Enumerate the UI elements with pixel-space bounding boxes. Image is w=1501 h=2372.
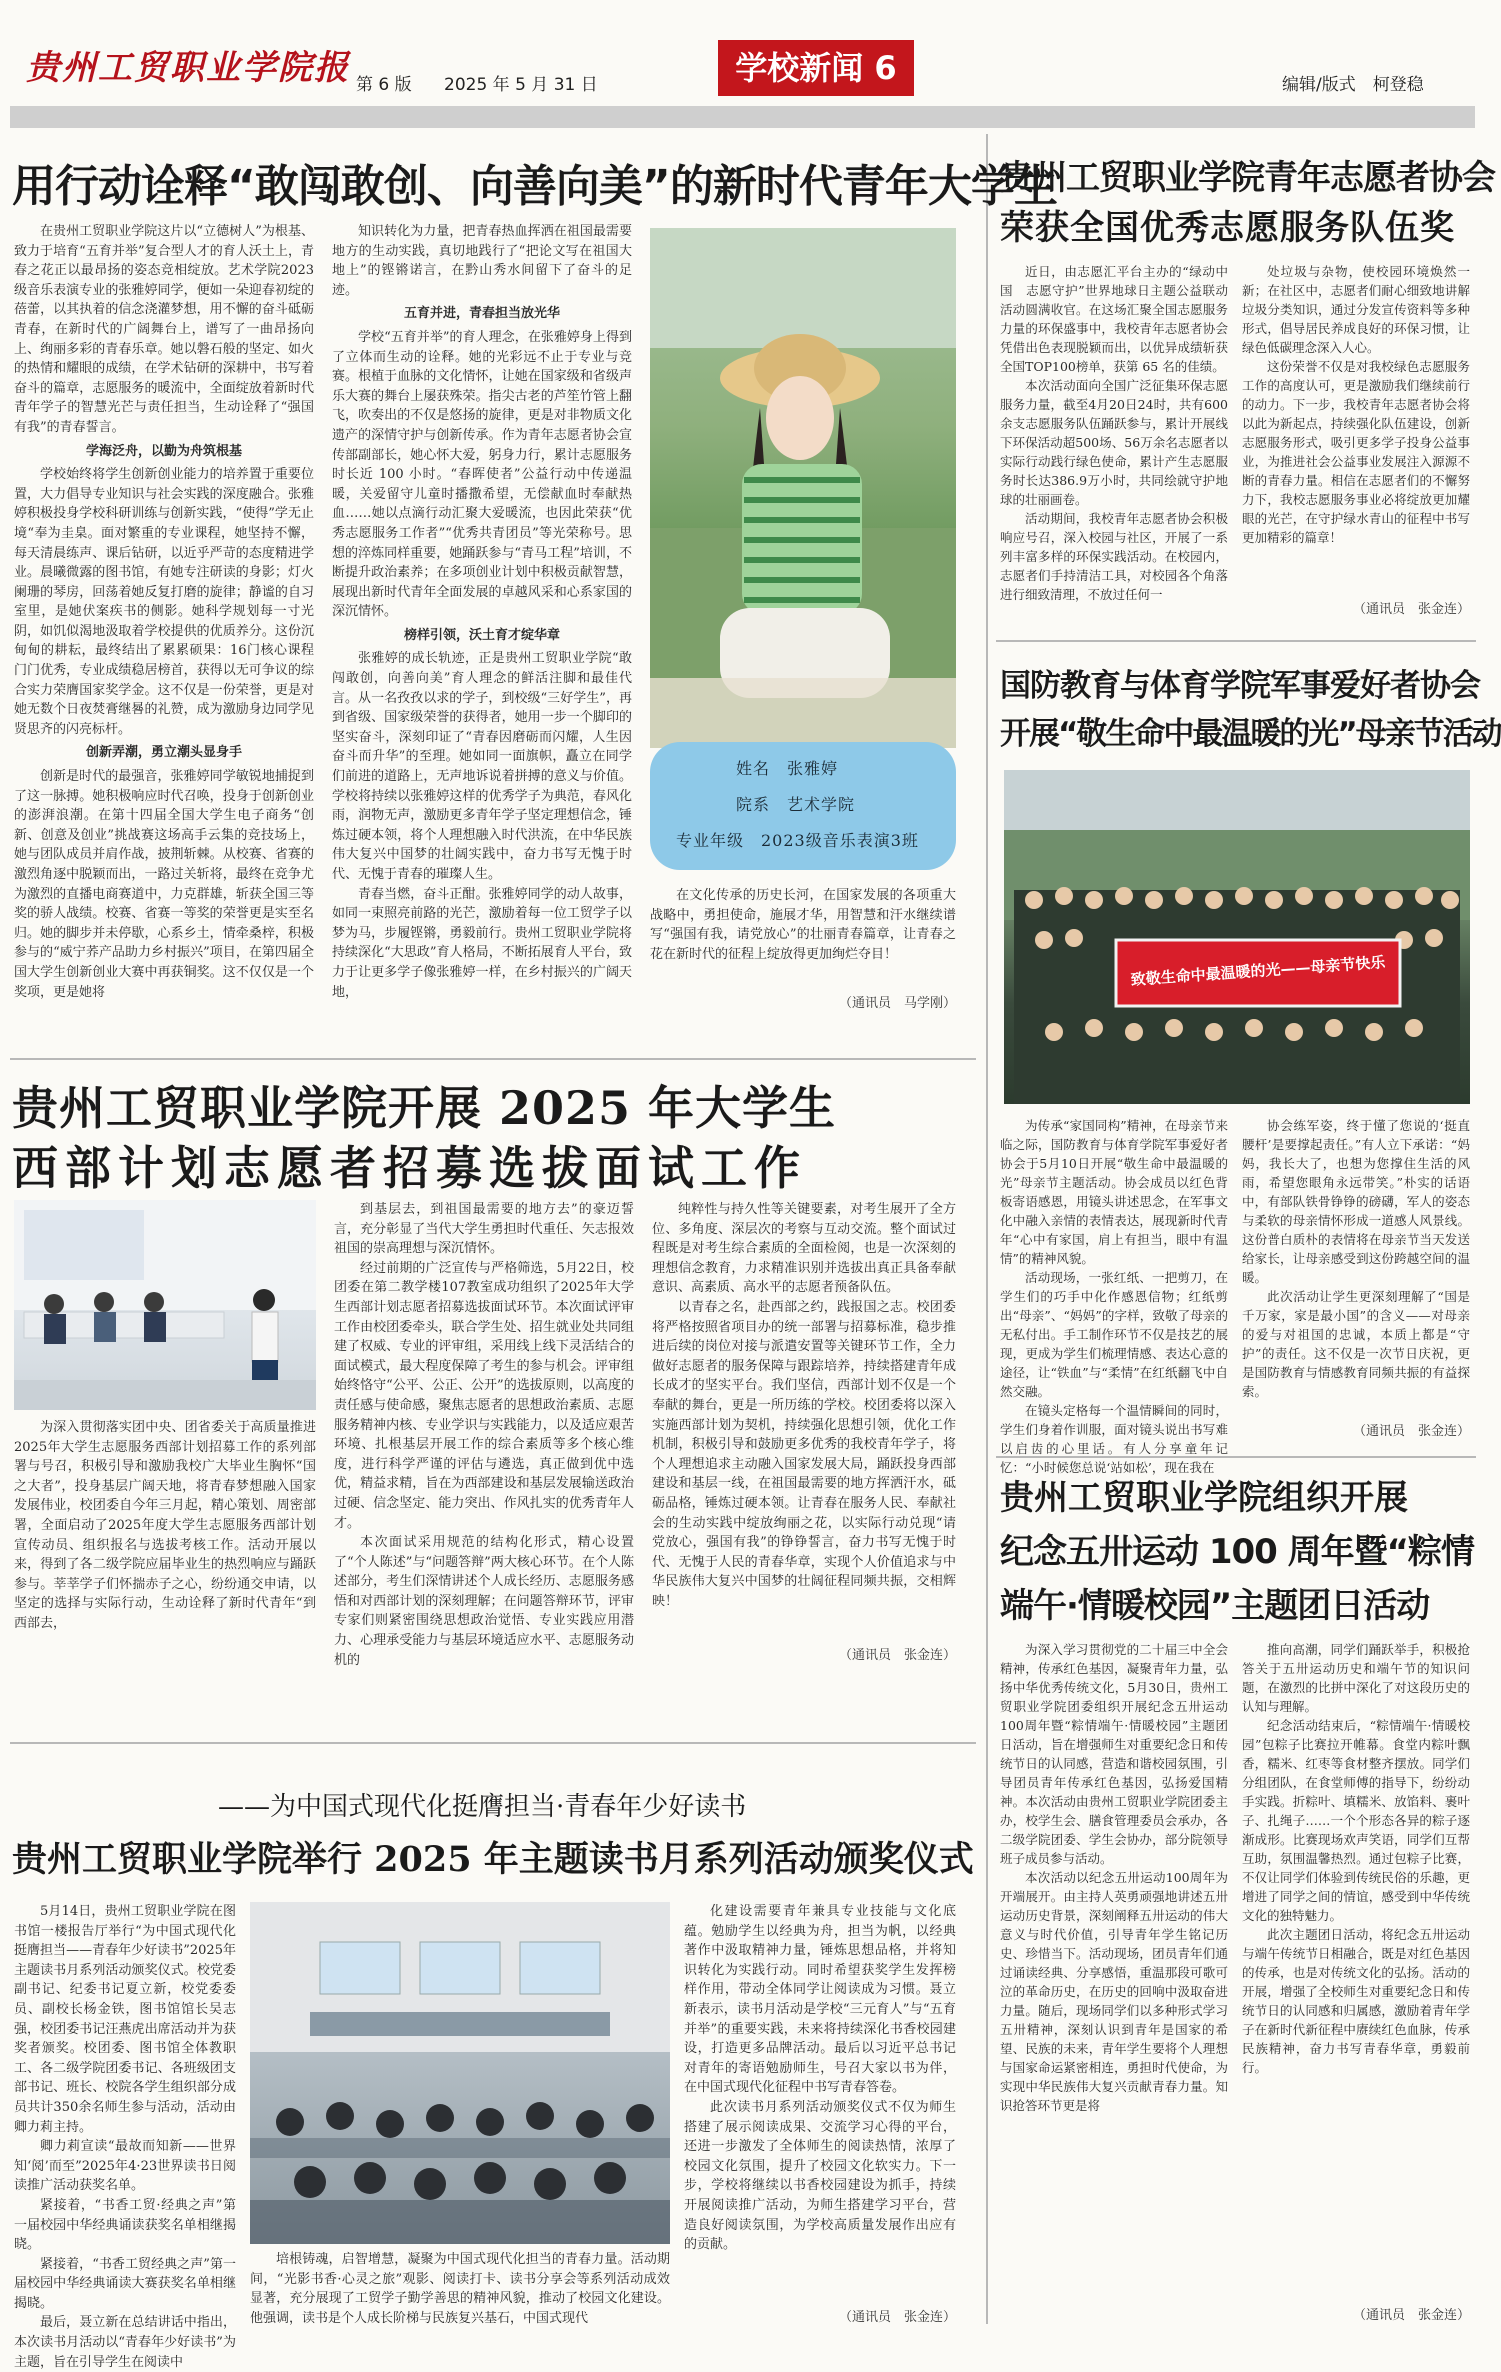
masthead [0, 0, 1485, 100]
article5-title-line1: 贵州工贸职业学院组织开展 [1000, 1478, 1408, 1518]
article1-col1 [14, 222, 314, 1038]
masthead-rule [10, 106, 1475, 128]
paragraph: 为深入学习贯彻党的二十届三中全会精神，传承红色基因，凝聚青年力量，弘扬中华优秀传统文化，5月30日，贵州工贸职业学院团委组织开展纪念五卅运动100周年暨“粽情端午·情暖校园”主题团日活动，旨在增强师生对重要纪念日和传统节日的认同感，营造和谐校园氛围，引导团员青年传承红色基因，弘扬爱国精神。本次活动由贵州工贸职业学院团委主办，校学生会、膳食管理委员会承办，各二级学院团委、学生会协办，部分院领导班子成员参与活动。 [1000, 1642, 1228, 1866]
article1-col2 [332, 222, 632, 1038]
paragraph: 化建设需要青年兼具专业技能与文化底蕴。勉励学生以经典为舟，担当为帆，以经典著作中汲取精神力量，锤炼思想品格，并将知识转化为实践行动。同时希望获奖学生发挥榜样作用，带动全体同学让阅读成为习惯。聂立新表示，读书月活动是学校“三元育人”与“五育并举”的重要实践，未来将持续深化书香校园建设，打造更多品牌活动。最后以习近平总书记对青年的寄语勉励师生，号召大家以书为伴，在中国式现代化征程中书写青春答卷。 [684, 1904, 956, 2096]
paragraph: 此次读书月系列活动颁奖仪式不仅为师生搭建了展示阅读成果、交流学习心得的平台，还进一步激发了全体师生的阅读热情，浓厚了校园文化氛围，提升了校园文化软实力。下一步，学校将继续以书香校园建设为抓手，持续开展阅读推广活动，为师生搭建学习平台，营造良好阅读氛围，为学校高质量发展作出应有的贡献。 [684, 2099, 956, 2253]
article6-byline: （通讯员 张金连） [838, 2310, 956, 2325]
paragraph: 培根铸魂，启智增慧，凝聚为中国式现代化担当的青春力量。活动期间，“光影书香·心灵之旅”观影、阅读打卡、读书分享会等系列活动成效显著，充分展现了工贸学子勤学善思的精神风貌，推动了校园文化建设。他强调，读书是个人成长阶梯与民族复兴基石，中国式现代 [250, 2252, 670, 2326]
interview-photo [14, 1200, 316, 1410]
paragraph: 知识转化为力量，把青春热血挥洒在祖国最需要地方的生动实践，真切地践行了“把论文写在祖国大地上”的铿锵诺言，在黔山秀水间留下了奋斗的足迹。 [332, 224, 632, 298]
editor-credit: 编辑/版式 柯登稳 [1282, 75, 1424, 95]
paragraph: 活动现场，一张红纸、一把剪刀，在学生们的巧手中化作感恩信物；红纸剪出“母亲”、“妈妈”的字样，致敬了母亲的无私付出。手工制作环节不仅是技艺的展现，更成为学生们梳理情感、表达心意的途径，让“铁血”与“柔情”在红纸翻飞中自然交融。 [1000, 1270, 1228, 1399]
article2-title-line1: 贵州工贸职业学院青年志愿者协会 [1000, 158, 1495, 198]
article3-col1 [1000, 1116, 1228, 1475]
paragraph: 卿力莉宣读“最故而知新——世界知‘阅’而至”2025年4·23世界读书日阅读推广活动获奖名单。 [14, 2139, 236, 2194]
article4-col1 [14, 1418, 316, 1656]
article5-title-line3: 端午·情暖校园”主题团日活动 [1000, 1586, 1430, 1626]
paragraph: 青春当燃，奋斗正酣。张雅婷同学的动人故事，如同一束照亮前路的光芒，激励着每一位工贸学子以梦为马，步履铿锵，勇毅前行。贵州工贸职业学院将持续深化“大思政”育人格局，不断拓展育人平台，致力于让更多学子像张雅婷一样，在乡村振兴的广阔天地， [332, 886, 632, 1000]
edition-number: 第 6 版 [356, 75, 412, 95]
paragraph: 在文化传承的历史长河，在国家发展的各项重大战略中，勇担使命，施展才华，用智慧和汗水继续谱写“强国有我，请党放心”的壮丽青春篇章，让青春之花在新时代的征程上绽放得更加绚烂夺目！ [650, 888, 956, 962]
paragraph: 本次面试采用规范的结构化形式，精心设置了“个人陈述”与“问题答辩”两大核心环节。在个人陈述部分，考生们深情讲述个人成长经历、志愿服务感悟和对西部计划的深刻理解；在问题答辩环节，评审专家们则紧密围绕思想政治觉悟、专业实践应用潜力、心理承受能力与基层环境适应水平、志愿服务动机的 [334, 1535, 634, 1668]
paragraph: 在镜头定格每一个温情瞬间的同时，学生们身着作训服，面对镜头说出书写难以启齿的心里话。有人分享童年记忆：“小时候您总说‘站如松’，现在我在 [1000, 1403, 1228, 1475]
paragraph: 紧接着，“书香工贸·经典之声”第一届校园中华经典诵读获奖名单相继揭晓。 [14, 2197, 236, 2253]
student-major: 专业年级 2023级音乐表演3班 [676, 831, 919, 850]
article6-kicker: ——为中国式现代化挺膺担当·青春年少好读书 [218, 1792, 747, 1822]
paragraph: 活动期间，我校青年志愿者协会积极响应号召，深入校园与社区，开展了一系列丰富多样的环保实践活动。在校园内，志愿者们手持清洁工具，对校园各个角落进行细致清理，不放过任何一 [1000, 511, 1228, 602]
paragraph: 经过前期的广泛宣传与严格筛选，5月22日，校团委在第二教学楼107教室成功组织了2025年大学生西部计划志愿者招募选拔面试环节。本次面试评审工作由校团委牵头，联合学生处、招生就业处共同组建了权威、专业的评审组，采用线上线下灵活结合的面试模式，最大程度保障了考生的参与机会。评审组始终恪守“公平、公正、公开”的选拔原则，以高度的责任感与使命感，聚焦志愿者的思想政治素质、志愿服务精神内核、专业学识与实践能力，以及适应艰苦环境、扎根基层开展工作的综合素质等多个核心维度，进行科学严谨的评估与遴选，真正做到优中选优，精益求精，旨在为西部建设和基层发展输送政治过硬、信念坚定、能力突出、作风扎实的优秀青年人才。 [334, 1260, 634, 1531]
paragraph: 为深入贯彻落实团中央、团省委关于高质量推进2025年大学生志愿服务西部计划招募工作的系列部署与号召，积极引导和激励我校广大毕业生胸怀“国之大者”，投身基层广阔天地，将青春梦想融入国家发展伟业，校团委自今年三月起，精心策划、周密部署，全面启动了2025年度大学生志愿服务西部计划宣传动员、组织报名与选拔考核工作。活动开展以来，得到了各二级学院应届毕业生的热烈响应与踊跃参与。莘莘学子们怀揣赤子之心，纷纷通交申请，以坚定的选择与实际行动，生动诠释了新时代青年“到西部去， [14, 1420, 316, 1631]
article2-byline: （通讯员 张金连） [1352, 602, 1470, 617]
divider [996, 1456, 1476, 1458]
article5-col1 [1000, 1640, 1228, 2322]
article1-title: 用行动诠释“敢闯敢创、向善向美”的新时代青年大学生 [12, 161, 1057, 212]
student-department: 院系 艺术学院 [736, 795, 856, 814]
paragraph: 为传承“家国同构”精神，在母亲节来临之际，国防教育与体育学院军事爱好者协会于5月10日开展“敬生命中最温暖的光”母亲节主题活动。协会成员以红色背板寄语感恩，用镜头讲述思念，在军事文化中融入亲情的表情表达，展现新时代青年“心中有家国，肩上有担当，眼中有温情”的精神风貌。 [1000, 1118, 1228, 1266]
paper-logo: 贵州工贸职业学院报 [26, 48, 350, 88]
army-group-photo [1004, 770, 1470, 1104]
paragraph: 张雅婷的成长轨迹，正是贵州工贸职业学院“敢闯敢创，向善向美”育人理念的鲜活注脚和最佳代言。从一名孜孜以求的学子，到校级“三好学生”，再到省级、国家级荣誉的获得者，她用一步一个脚印的坚实奋斗，深刻印证了“青春因磨砺而闪耀，人生因奋斗而升华”的至理。她如同一面旗帜，矗立在同学们前进的道路上，无声地诉说着拼搏的意义与价值。学校将持续以张雅婷这样的优秀学子为典范，春风化雨，润物无声，激励更多青年学子坚定理想信念，锤炼过硬本领，将个人理想融入时代洪流，在中华民族伟大复兴中国梦的壮阔实践中，奋力书写无愧于时代、无愧于青春的璀璨人生。 [332, 651, 632, 882]
ceremony-hall-photo [250, 1902, 670, 2244]
section-tag: 学校新闻 6 [718, 40, 914, 96]
student-info-card [650, 742, 956, 870]
article6-col1 [14, 1902, 236, 2370]
paragraph: 创新是时代的最强音，张雅婷同学敏锐地捕捉到了这一脉搏。她积极响应时代召唤，投身于创新创业的澎湃浪潮。在第十四届全国大学生电子商务“创新、创意及创业”挑战赛这场高手云集的竞技场上，她与团队成员并肩作战，披荆斩棘。从校赛、省赛的激烈角逐中脱颖而出，一路过关斩将，最终在竞争尤为激烈的直播电商赛道中，力克群雄，斩获全国三等奖的骄人战绩。校赛、省赛一等奖的荣誉更是实至名归。她的脚步并未停歇，心系乡土，情牵桑梓，积极参与的“威宁荞产品助力乡村振兴”项目，在第四届全国大学生创新创业大赛中再获铜奖。这不仅仅是一个奖项，更是她将 [14, 769, 314, 1000]
paragraph: 此次活动让学生更深刻理解了“国是千万家，家是最小国”的含义——对母亲的爱与对祖国的忠诚，本质上都是“守护”的责任。这不仅是一次节日庆祝，更是国防教育与情感教育同频共振的有益探索。 [1242, 1289, 1470, 1399]
divider [10, 1742, 976, 1744]
article4-byline: （通讯员 张金连） [838, 1648, 956, 1663]
column-divider [986, 134, 988, 2324]
article1-byline: （通讯员 马学刚） [838, 996, 956, 1011]
article6-col3 [684, 1902, 956, 2302]
ceremony-scene [250, 1902, 670, 2244]
subheading: 创新弄潮，勇立潮头显身手 [85, 745, 242, 761]
paragraph: 学校始终将学生创新创业能力的培养置于重要位置，大力倡导专业知识与社会实践的深度融合。张雅婷积极投身学校科研训练与创新实践，“使得”学无止境“奉为圭臬。面对繁重的专业课程，她坚持不懈，每天清晨练声、课后钻研，以近乎严苛的态度精进学业。晨曦微露的图书馆，有她专注研读的身影；灯火阑珊的琴房，回荡着她反复打磨的旋律；静谧的自习室里，是她伏案疾书的侧影。她科学规划每一寸光阴，如饥似渴地汲取着学校提供的优质养分。这份沉甸甸的耕耘，最终结出了累累硕果：16门核心课程门门优秀，专业成绩稳居榜首，获得以无可争议的综合实力荣膺国家奖学金。这不仅是一份荣誉，更是对她无数个日夜焚膏继晷的礼赞，成为激励身边同学见贤思齐的闪亮标杆。 [14, 467, 314, 737]
subheading: 学海泛舟，以勤为舟筑根基 [85, 443, 242, 459]
article4-col2 [334, 1200, 634, 1668]
student-name: 姓名 张雅婷 [736, 759, 839, 778]
student-photo [650, 228, 956, 748]
paragraph: 协会练军姿，终于懂了您说的‘挺直腰杆’是要撑起责任。”有人立下承诺：“妈妈，我长大了，也想为您撑住生活的风雨，希望您眼角永远带笑。”朴实的话语中，有部队铁骨铮铮的磅礴，军人的姿态与柔软的母亲情怀形成一道感人风景线。这份普白质朴的表情将在母亲节当天发送给家长，让母亲感受到这份跨越空间的温暖。 [1242, 1118, 1470, 1285]
article5-title-line2: 纪念五卅运动 100 周年暨“粽情 [1000, 1532, 1474, 1572]
paragraph: 学校“五育并举”的育人理念，在张雅婷身上得到了立体而生动的诠释。她的光彩远不止于专业与竞赛。根植于血脉的文化情怀，让她在国家级和省级声乐大赛的舞台上屡获殊荣。指尖古老的芦笙竹管上翻飞，吹奏出的不仅是悠扬的旋律，更是对非物质文化遗产的深情守护与创新传承。作为青年志愿者协会宣传部副部长，她心怀大爱，躬身力行，累计志愿服务时长近 100 小时。“春晖使者”公益行动中传递温暖，关爱留守儿童时播撒希望，无偿献血时奉献热血……她以点滴行动汇聚大爱暖流，也因此荣获“优秀志愿服务工作者”“优秀共青团员”等光荣称号。思想的淬炼同样重要，她踊跃参与“青马工程”培训，不断提升政治素养；在多项创业计划中积极贡献智慧，展现出新时代青年全面发展的卓越风采和心系家国的深沉情怀。 [332, 329, 632, 620]
article4-title-line1: 贵州工贸职业学院开展 2025 年大学生 [12, 1081, 837, 1135]
paragraph: 近日，由志愿汇平台主办的“绿动中国 志愿守护”世界地球日主题公益联动活动圆满收官。在这场汇聚全国志愿服务力量的环保盛事中，我校青年志愿者协会凭借出色表现脱颖而出，以优异成绩斩获全国TOP100榜单，获第 65 名的佳绩。 [1000, 264, 1228, 374]
paragraph: 此次主题团日活动，将纪念五卅运动与端午传统节日相融合，既是对红色基因的传承，也是对传统文化的弘扬。活动的开展，增强了全校师生对重要纪念日和传统节日的认同感和归属感，激励着青年学子在新时代新征程中赓续红色血脉，传承民族精神，奋力书写青春华章，勇毅前行。 [1242, 1927, 1470, 2075]
article6-title: 贵州工贸职业学院举行 2025 年主题读书月系列活动颁奖仪式 [12, 1839, 974, 1880]
article2-col1 [1000, 262, 1228, 602]
article1-col3 [650, 886, 956, 966]
subheading: 五育并进，青春担当放光华 [403, 306, 560, 322]
article3-title-line1: 国防教育与体育学院军事爱好者协会 [1000, 668, 1480, 704]
paragraph: 最后，聂立新在总结讲话中指出，本次读书月活动以“青春年少好读书”为主题，旨在引导学生在阅读中 [14, 2315, 236, 2370]
article6-col2 [250, 2250, 670, 2326]
article5-col2 [1242, 1640, 1470, 2294]
paragraph: 这份荣誉不仅是对我校绿色志愿服务工作的高度认可，更是激励我们继续前行的动力。下一步，我校青年志愿者协会将以此为新起点，持续强化队伍建设，创新志愿服务形式，吸引更多学子投身公益事业，为推进社会公益事业发展注入源源不断的青春力量。相信在志愿者们的不懈努力下，我校志愿服务事业必将绽放更加耀眼的光芒，在守护绿水青山的征程中书写更加精彩的篇章！ [1242, 359, 1470, 545]
army-banner-text: 致敬生命中最温暖的光——母亲节快乐 [1130, 953, 1386, 989]
paragraph: 本次活动以纪念五卅运动100周年为开端展开。由主持人英勇顽强地讲述五卅运动历史背景，深刻阐释五卅运动的伟大意义与时代价值，引导青年学生铭记历史、珍惜当下。活动现场，团员青年们通过诵读经典、分享感悟，重温那段可歌可泣的革命历史，在历史的回响中汲取奋进力量。随后，现场同学们以多种形式学习五卅精神，深刻认识到青年是国家的希望、民族的未来，青年学生要将个人理想与国家命运紧密相连，勇担时代使命，为实现中华民族伟大复兴贡献青春力量。知识抢答环节更是将 [1000, 1870, 1228, 2113]
paragraph: 紧接着，“书香工贸经典之声”第一届校园中华经典诵读大赛获奖名单相继揭晓。 [14, 2256, 236, 2311]
article4-col3 [652, 1200, 956, 1640]
paragraph: 到基层去，到祖国最需要的地方去”的豪迈誓言，充分彰显了当代大学生勇担时代重任、矢志报效祖国的崇高理想与深沉情怀。 [334, 1202, 634, 1257]
paragraph: 在贵州工贸职业学院这片以“立德树人”为根基、致力于培育“五育并举”复合型人才的育人沃土上，青春之花正以最昂扬的姿态竞相绽放。艺术学院2023级音乐表演专业的张雅婷同学，便如一朵迎春初绽的蓓蕾，以其执着的信念浇灌梦想，用不懈的奋斗砥砺青春，在新时代的广阔舞台上，谱写了一曲昂扬向上、绚丽多彩的青春乐章。她以磐石般的坚定、如火的热情和耀眼的成绩，在学术钻研的深耕中，书写着奋斗的篇章，志愿服务的暖流中，全面绽放着新时代青年学子的智慧光芒与责任担当，生动诠释了“强国有我”的青春誓言。 [14, 224, 314, 435]
army-group-scene [1004, 770, 1470, 1104]
issue-date: 2025 年 5 月 31 日 [444, 75, 598, 95]
article4-title-line2: 西部计划志愿者招募选拔面试工作 [12, 1141, 807, 1195]
subheading: 榜样引领，沃土育才绽华章 [403, 627, 560, 643]
paragraph: 纯粹性与持久性等关键要素，对考生展开了全方位、多角度、深层次的考察与互动交流。整个面试过程既是对考生综合素质的全面检阅，也是一次深刻的理想信念教育，力求精准识别并选拔出真正具备奉献意识、高素质、高水平的志愿者预备队伍。 [652, 1202, 956, 1296]
paragraph: 5月14日，贵州工贸职业学院在图书馆一楼报告厅举行“为中国式现代化挺膺担当——青春年少好读书”2025年主题读书月系列活动颁奖仪式。校党委副书记、纪委书记夏立新，校党委委员、副校长杨金铁，图书馆馆长吴志强，校团委书记汪燕虎出席活动并为获奖者颁奖。校团委、图书馆全体教职工、各二级学院团委书记、各班级团支部书记、班长、校院各学生组织部分成员共计350余名师生参与活动，活动由卿力莉主持。 [14, 1904, 236, 2135]
article3-title-line2: 开展“敬生命中最温暖的光”母亲节活动 [1000, 716, 1501, 752]
student-figure [650, 228, 956, 748]
paragraph: 推向高潮，同学们踊跃举手，积极抢答关于五卅运动历史和端午节的知识问题，在激烈的比拼中深化了对这段历史的认知与理解。 [1242, 1642, 1470, 1714]
article2-col2 [1242, 262, 1470, 592]
divider [996, 640, 1476, 642]
paragraph: 处垃圾与杂物，使校园环境焕然一新；在社区中，志愿者们耐心细致地讲解垃圾分类知识，通过分发宣传资料等多种形式，倡导居民养成良好的环保习惯，让绿色低碳理念深入人心。 [1242, 264, 1470, 355]
paragraph: 本次活动面向全国广泛征集环保志愿服务力量，截至4月20日24时，共有600余支志愿服务队伍踊跃参与，累计开展线下环保活动超500场、56万余名志愿者以实际行动践行绿色使命，累计产生志愿服务时长达386.9万小时，共同绘就守护地球的壮丽画卷。 [1000, 378, 1228, 507]
article2-title-line2: 荣获全国优秀志愿服务队伍奖 [1000, 208, 1455, 248]
article3-col2 [1242, 1116, 1470, 1416]
divider [10, 1058, 976, 1060]
paragraph: 纪念活动结束后，“粽情端午·情暖校园”包粽子比赛拉开帷幕。食堂内粽叶飘香，糯米、红枣等食材整齐摆放。同学们分组团队，在食堂师傅的指导下，纷纷动手实践。折粽叶、填糯米、放馅料、裹叶子、扎绳子……一个个形态各异的粽子逐渐成形。比赛现场欢声笑语，同学们互帮互助，氛围温馨热烈。通过包粽子比赛，不仅让同学们体验到传统民俗的乐趣，更增进了同学之间的情谊，感受到中华传统文化的独特魅力。 [1242, 1718, 1470, 1923]
paragraph: 以青春之名，赴西部之约，践报国之志。校团委将严格按照省项目办的统一部署与招募标准，稳步推进后续的岗位对接与派遣安置等关键环节工作，全力做好志愿者的服务保障与跟踪培养，持续搭建青年成长成才的坚实平台。我们坚信，西部计划不仅是一个奉献的舞台，更是一所历练的学校。校团委将以深入实施西部计划为契机，持续强化思想引领，优化工作机制，积极引导和鼓励更多优秀的我校青年学子，将个人理想追求主动融入国家发展大局，踊跃投身西部建设和基层一线，在祖国最需要的地方挥洒汗水，砥砺品格，锤炼过硬本领。让青春在服务人民、奉献社会的生动实践中绽放绚丽之花，以实际行动兑现“请党放心，强国有我”的铮铮誓言，奋力书写无愧于时代、无愧于人民的青春华章，实现个人价值追求与中华民族伟大复兴中国梦的壮阔征程同频共振，交相辉映！ [652, 1299, 956, 1609]
article3-byline: （通讯员 张金连） [1352, 1424, 1470, 1439]
article5-byline: （通讯员 张金连） [1352, 2308, 1470, 2323]
interview-scene [14, 1200, 316, 1410]
